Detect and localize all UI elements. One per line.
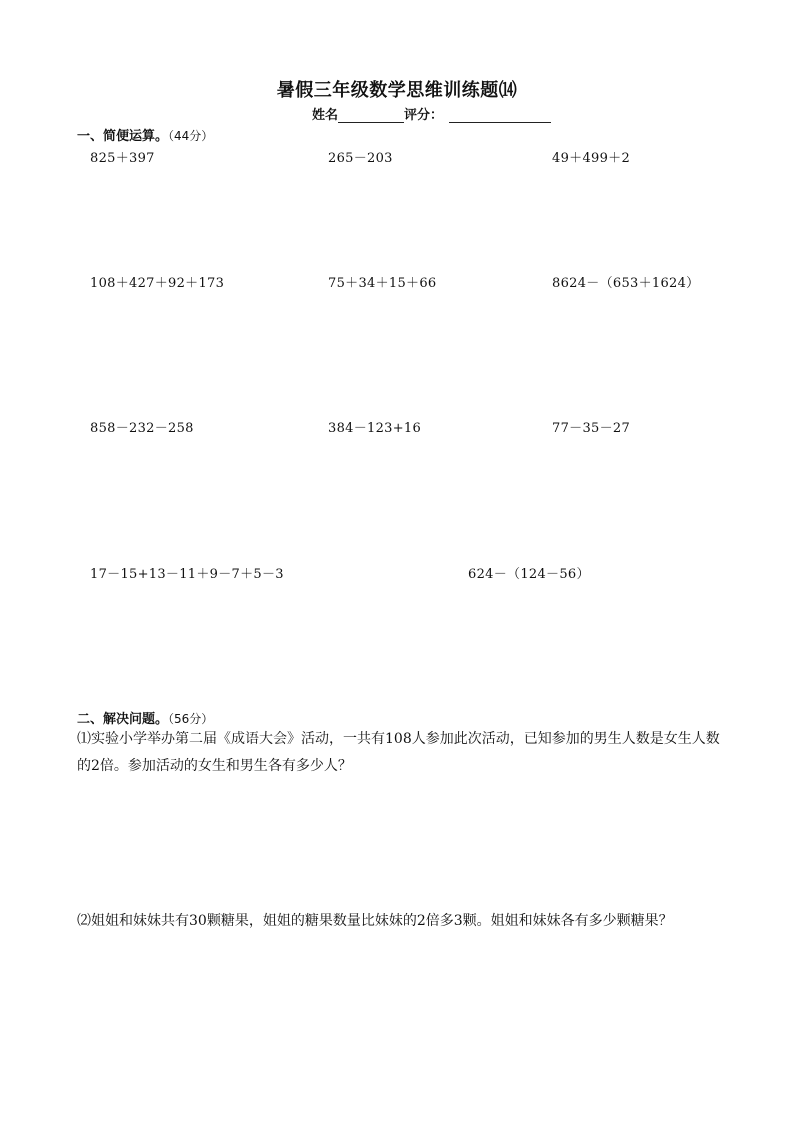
page-title: 暑假三年级数学思维训练题⒁ — [276, 80, 518, 101]
expression-3: 49＋499＋2 — [552, 151, 631, 166]
expression-6: 8624－（653＋1624） — [552, 276, 700, 291]
section-2-heading — [77, 708, 213, 727]
expression-5: 75＋34＋15＋66 — [328, 276, 437, 291]
name-label: 姓名 — [312, 108, 339, 123]
name-score-line — [312, 104, 551, 123]
section-2-title: 二、解决问题。 — [77, 712, 169, 727]
section-1-heading — [77, 125, 213, 144]
expression-4: 108＋427＋92＋173 — [90, 276, 225, 291]
word-problem-2: ⑵姐姐和妹妹共有30颗糖果，姐姐的糖果数量比妹妹的2倍多3颗。姐姐和妹妹各有多少颗糖果？ — [77, 913, 673, 929]
section-1-title: 一、简便运算。 — [77, 129, 169, 144]
expression-2: 265－203 — [328, 151, 393, 166]
expression-11: 624－（124－56） — [468, 567, 590, 582]
section-2-points: （56分） — [168, 712, 214, 726]
score-blank — [449, 108, 551, 123]
expression-1: 825＋397 — [90, 151, 155, 166]
expression-7: 858－232－258 — [90, 421, 194, 436]
word-problem-1: ⑴实验小学举办第二届《成语大会》活动，一共有108人参加此次活动，已知参加的男生人数是女生人数的2倍。参加活动的女生和男生各有多少人？ — [77, 731, 720, 774]
score-label: 评分： — [404, 108, 444, 123]
expression-8: 384－123+16 — [328, 421, 422, 436]
section-1-points: （44分） — [168, 129, 214, 143]
name-blank — [338, 108, 404, 123]
expression-10: 17－15+13－11＋9－7＋5－3 — [90, 567, 284, 582]
expression-9: 77－35－27 — [552, 421, 631, 436]
